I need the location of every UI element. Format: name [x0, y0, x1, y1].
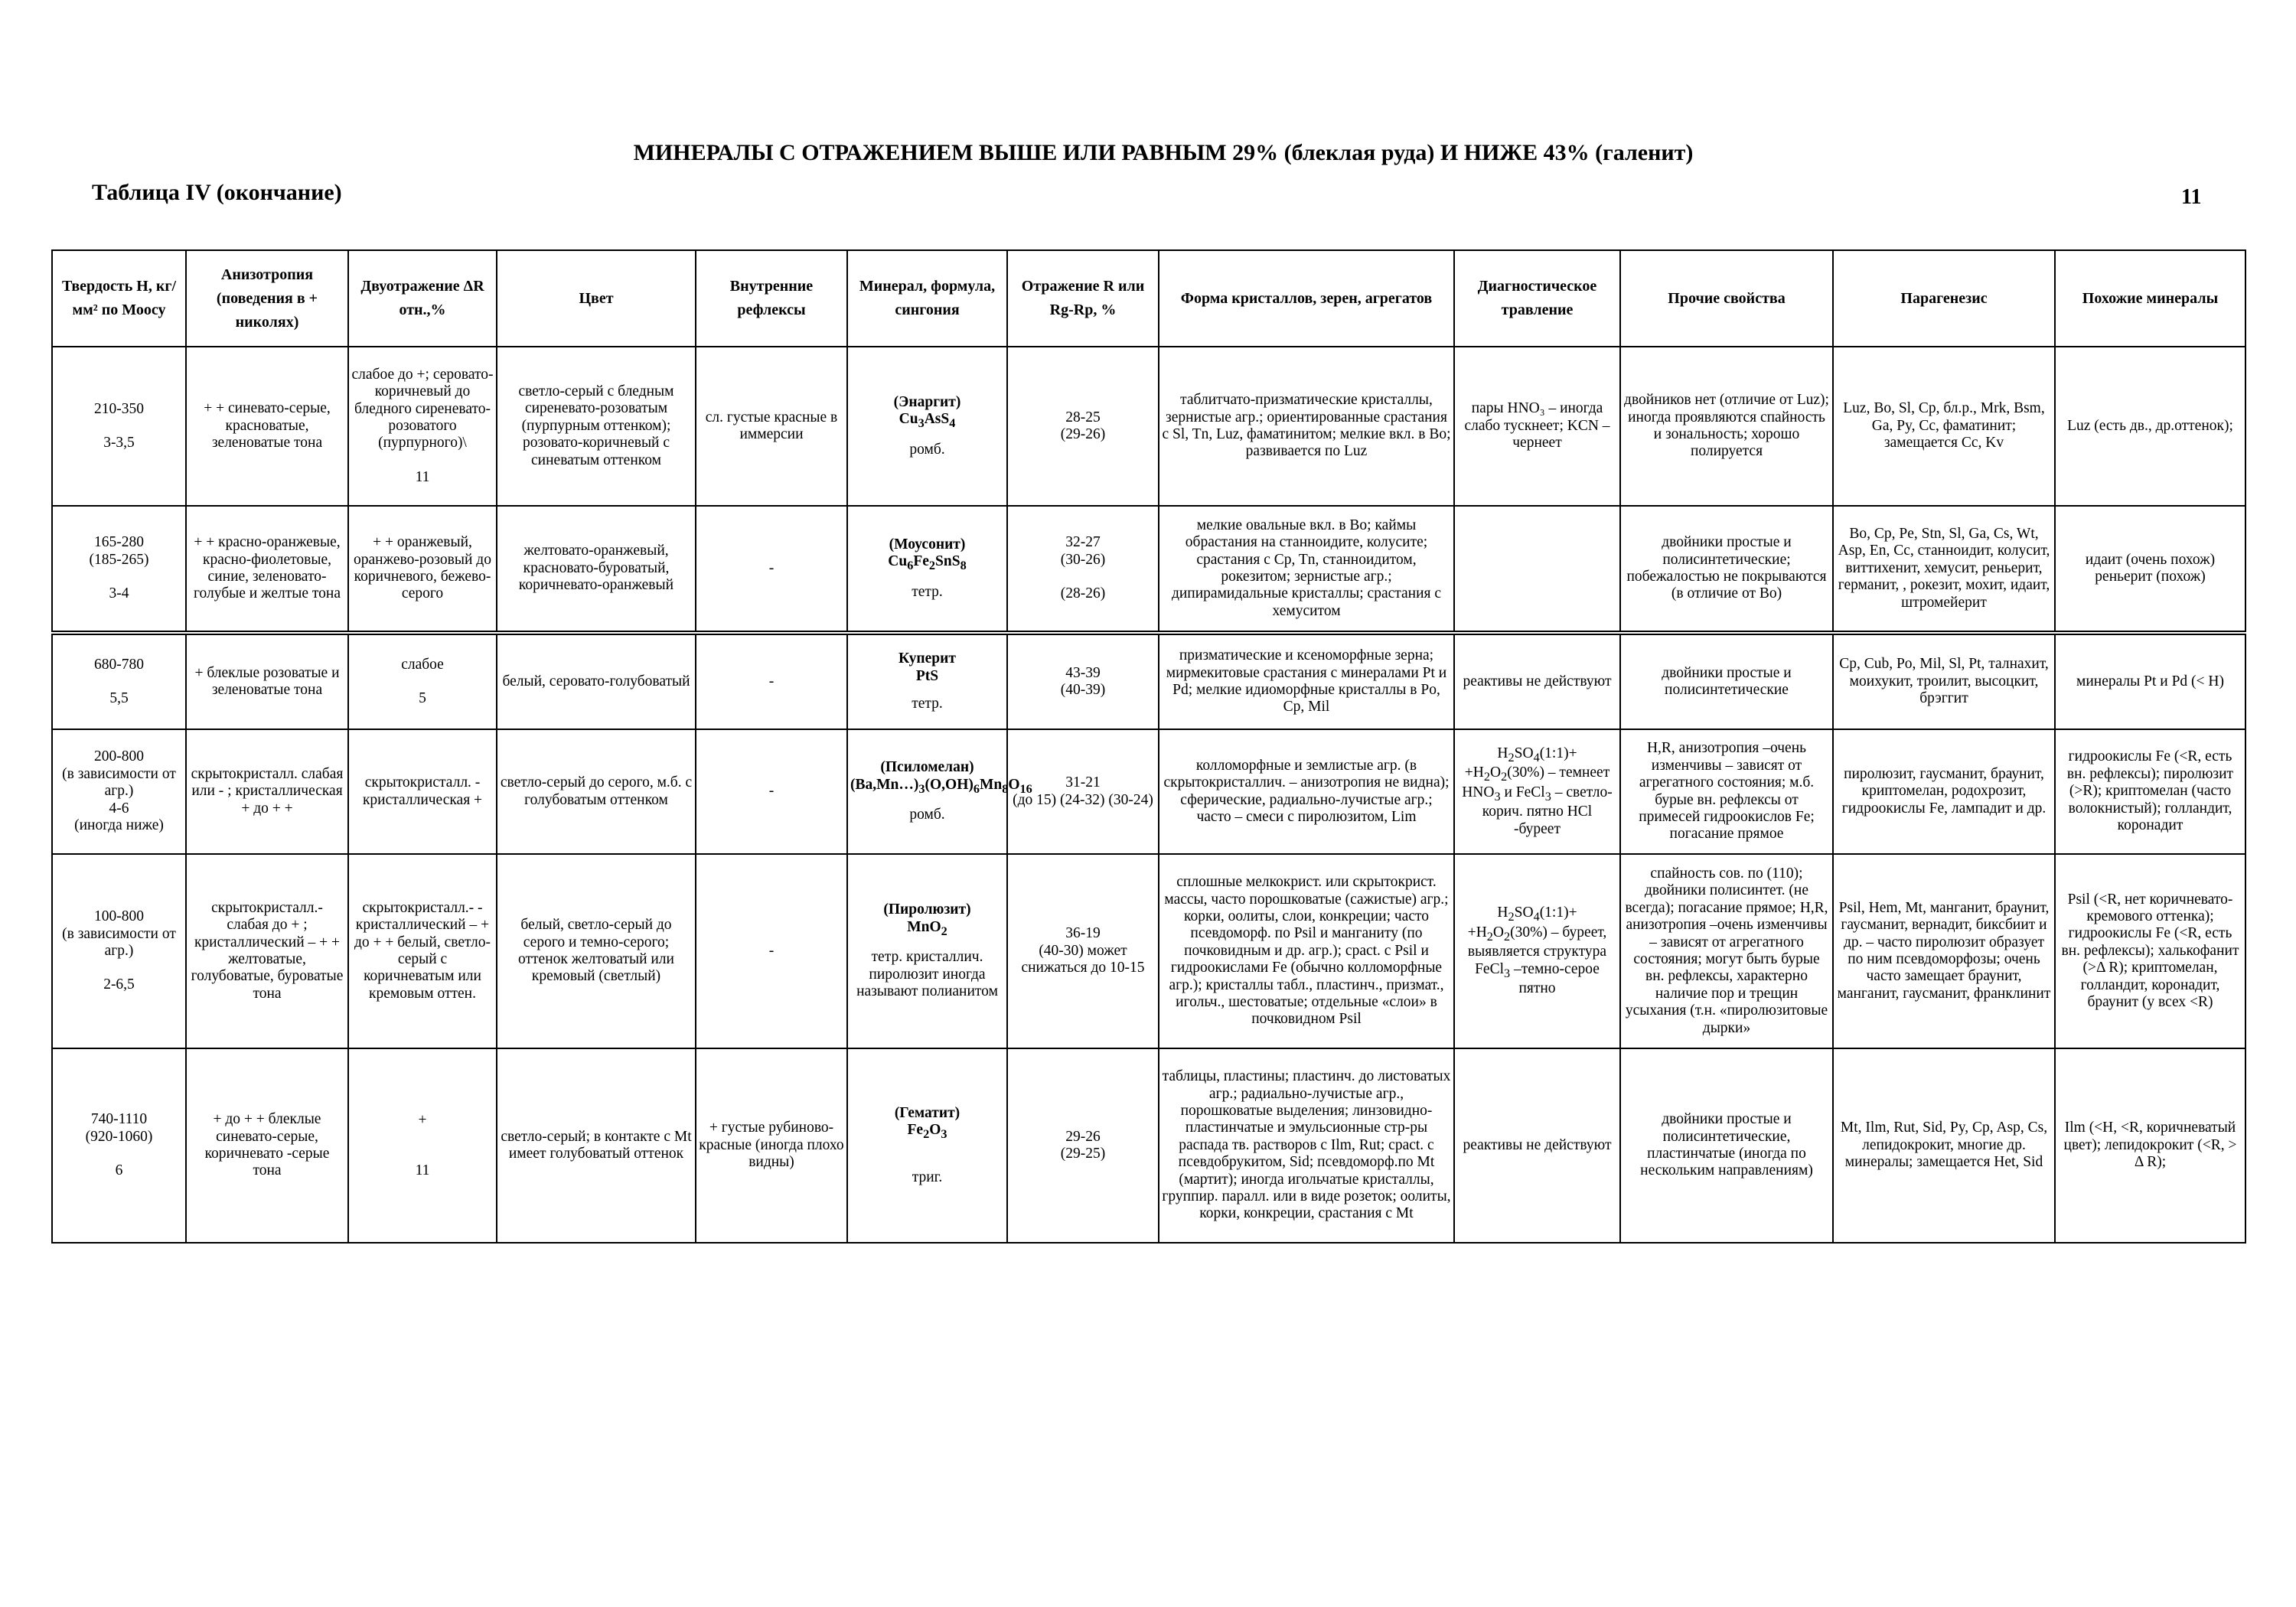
col-header-bireflectance: Двуотражение ΔR отн.,% [348, 250, 497, 347]
cell-similar-minerals: Luz (есть дв., др.оттенок); [2055, 347, 2245, 506]
cell-hardness: 740-1110 (920-1060) 6 [52, 1048, 186, 1243]
col-header-internal-reflections: Внутренние рефлексы [696, 250, 847, 347]
cell-color: белый, серовато-голубоватый [497, 633, 696, 729]
cell-other-properties: двойников нет (отличие от Luz); иногда проявляются спайность и зональность; хорошо полируется [1620, 347, 1833, 506]
cell-other-properties: двойники простые и полисинтетические, пластинчатые (иногда по нескольким направлениям) [1620, 1048, 1833, 1243]
cell-anisotropy: + блеклые розоватые и зеленоватые тона [186, 633, 348, 729]
cell-similar-minerals: Ilm (<H, <R, коричневатый цвет); лепидокрокит (<R, > Δ R); [2055, 1048, 2245, 1243]
table-row [52, 729, 2245, 854]
cell-reflectance: 31-21 (до 15) (24-32) (30-24) [1007, 729, 1159, 854]
cell-etching: реактивы не действуют [1454, 1048, 1620, 1243]
cell-mineral: (Моусонит) $Cu_6Fe_2SnS_8$ тетр. [847, 506, 1007, 633]
cell-etching: $H_2SO_4(1:1)+ +H_2O_2(30\%)$ – буреет, выявляется структура FeCl$_3$ –темно-серое пятно [1454, 854, 1620, 1048]
cell-color: светло-серый до серого, м.б. с голубоватым оттенком [497, 729, 696, 854]
cell-paragenesis: Mt, Ilm, Rut, Sid, Py, Cp, Asp, Cs, лепидокрокит, многие др. минералы; замещается Het, Sid [1833, 1048, 2055, 1243]
cell-mineral: Куперит PtS тетр. [847, 633, 1007, 729]
cell-mineral: (Гематит) $Fe_2O_3$ триг. [847, 1048, 1007, 1243]
table-row [52, 347, 2245, 506]
cell-reflectance: 43-39 (40-39) [1007, 633, 1159, 729]
cell-mineral: (Псиломелан) $(Ba,Mn\dots)_3(O,OH)_6Mn_8O_{16}$ ромб. [847, 729, 1007, 854]
cell-etching: $H_2SO_4(1:1)+ +H_2O_2(30\%)$ – темнеет $HNO_3$ и FeCl$_3$ – светло-корич. пятно HCl -буреет [1454, 729, 1620, 854]
cell-paragenesis: пиролюзит, гаусманит, браунит, криптомелан, родохрозит, гидроокислы Fe, лампадит и др. [1833, 729, 2055, 854]
cell-etching: реактивы не действуют [1454, 633, 1620, 729]
cell-internal-reflections: - [696, 854, 847, 1048]
cell-reflectance: 28-25 (29-26) [1007, 347, 1159, 506]
cell-paragenesis: Cp, Cub, Po, Mil, Sl, Pt, талнахит, моихукит, троилит, высоцкит, брэггит [1833, 633, 2055, 729]
cell-paragenesis: Luz, Bo, Sl, Cp, бл.р., Mrk, Bsm, Ga, Py, Cc, фаматинит; замещается Cc, Kv [1833, 347, 2055, 506]
cell-crystal-form: сплошные мелкокрист. или скрытокрист. массы, часто порошковатые (сажистые) агр.; корки, оолиты, слои, конкреции; часто псевдоморф. по Psil и манганиту (по почковидным и др. агр.); срасt. с Psil и гидроокислами Fe (обычно колломорфные агр.); кристаллы табл., пластинч., призмат., игольч., шестоватые; отдельные «слои» в почковидном Psil [1159, 854, 1454, 1048]
cell-similar-minerals: идаит (очень похож) реньерит (похож) [2055, 506, 2245, 633]
col-header-crystal-form: Форма кристаллов, зерен, агрегатов [1159, 250, 1454, 347]
cell-crystal-form: таблицы, пластины; пластинч. до листоватых агр.; радиально-лучистые агр., порошковатые выделения; линзовидно-пластинчатые и эмульсионные стр-ры распада тв. растворов с Ilm, Rut; срасt. с псевдобрукитом, Sid; псевдоморф.по Mt (мартит); иногда игольчатые кристаллы, группир. паралл. или в виде розеток; оолиты, корки, конкреции, срастания с Mt [1159, 1048, 1454, 1243]
cell-anisotropy: скрытокристалл.- слабая до + ; кристаллический – + + желтоватые, голубоватые, буроватые тона [186, 854, 348, 1048]
cell-mineral: (Энаргит) $Cu_3AsS_4$ ромб. [847, 347, 1007, 506]
col-header-other-properties: Прочие свойства [1620, 250, 1833, 347]
col-header-reflectance: Отражение R или Rg-Rp, % [1007, 250, 1159, 347]
col-header-hardness: Твердость Н, кг/мм² по Моосу [52, 250, 186, 347]
cell-anisotropy: скрытокристалл. слабая или - ; кристаллическая + до + + [186, 729, 348, 854]
cell-reflectance: 36-19 (40-30) может снижаться до 10-15 [1007, 854, 1159, 1048]
cell-paragenesis: Bo, Cp, Pe, Stn, Sl, Ga, Cs, Wt, Asp, En, Cc, станноидит, колусит, виттихенит, хемусит, реньерит, германит, , рокезит, мохит, идаит, штромейерит [1833, 506, 2055, 633]
cell-internal-reflections: сл. густые красные в иммерсии [696, 347, 847, 506]
cell-paragenesis: Psil, Hem, Mt, манганит, браунит, гаусманит, вернадит, биксбиит и др. – часто пиролюзит образует по ним псевдоморфозы; очень часто замещает браунит, манганит, гаусманит, франклинит [1833, 854, 2055, 1048]
table-row [52, 854, 2245, 1048]
col-header-etching: Диагностическое травление [1454, 250, 1620, 347]
cell-etching [1454, 506, 1620, 633]
cell-color: желтовато-оранжевый, красновато-буроватый, коричневато-оранжевый [497, 506, 696, 633]
cell-bireflectance: + + оранжевый, оранжево-розовый до коричневого, бежево-серого [348, 506, 497, 633]
cell-bireflectance: скрытокристалл.- - кристаллический – + до + + белый, светло-серый с коричневатым или кремовым оттен. [348, 854, 497, 1048]
cell-other-properties: спайность сов. по (110); двойники полисинтет. (не всегда); погасание прямое; H,R, анизотропия –очень изменчивы – зависят от агрегатного состояния; могут быть бурые вн. рефлексы, характерно наличие пор и трещин усыхания (т.н. «пиролюзитовые дырки» [1620, 854, 1833, 1048]
cell-bireflectance: слабое до +; серовато-коричневый до бледного сиреневато-розоватого (пурпурного)\ 11 [348, 347, 497, 506]
cell-reflectance: 29-26 (29-25) [1007, 1048, 1159, 1243]
cell-bireflectance: скрытокристалл. - кристаллическая + [348, 729, 497, 854]
header-row [52, 250, 2245, 347]
mineral-formula: $Fe_2O_3$ [907, 1122, 947, 1142]
minerals-table [51, 249, 2246, 1244]
table-row [52, 633, 2245, 729]
cell-hardness: 165-280 (185-265) 3-4 [52, 506, 186, 633]
page-number: 11 [2181, 185, 2202, 209]
cell-anisotropy: + + синевато-серые, красноватые, зеленоватые тона [186, 347, 348, 506]
cell-hardness: 200-800 (в зависимости от агр.) 4-6 (иногда ниже) [52, 729, 186, 854]
cell-internal-reflections: - [696, 633, 847, 729]
table-subtitle: Таблица IV (окончание) [92, 180, 342, 205]
cell-other-properties: двойники простые и полисинтетические; побежалостью не покрываются (в отличие от Bo) [1620, 506, 1833, 633]
col-header-paragenesis: Парагенезис [1833, 250, 2055, 347]
cell-internal-reflections: - [696, 506, 847, 633]
col-header-similar-minerals: Похожие минералы [2055, 250, 2245, 347]
cell-color: светло-серый; в контакте с Mt имеет голубоватый оттенок [497, 1048, 696, 1243]
cell-bireflectance: + 11 [348, 1048, 497, 1243]
cell-similar-minerals: минералы Pt и Pd (< H) [2055, 633, 2245, 729]
col-header-color: Цвет [497, 250, 696, 347]
cell-other-properties: H,R, анизотропия –очень изменчивы – зависят от агрегатного состояния; м.б. бурые вн. рефлексы от примесей гидроокислов Fe; погасание прямое [1620, 729, 1833, 854]
cell-hardness: 210-350 3-3,5 [52, 347, 186, 506]
cell-anisotropy: + + красно-оранжевые, красно-фиолетовые, синие, зеленовато-голубые и желтые тона [186, 506, 348, 633]
cell-similar-minerals: гидроокислы Fe (<R, есть вн. рефлексы); пиролюзит (>R); криптомелан (часто волокнистый); голландит, коронадит [2055, 729, 2245, 854]
cell-internal-reflections: - [696, 729, 847, 854]
cell-reflectance: 32-27 (30-26) (28-26) [1007, 506, 1159, 633]
col-header-anisotropy: Анизотропия (поведения в + николях) [186, 250, 348, 347]
mineral-formula: $(Ba,Mn\dots)_3(O,OH)_6Mn_8O_{16}$ [850, 776, 1032, 796]
mineral-formula: $Cu_3AsS_4$ [899, 411, 956, 431]
cell-color: светло-серый с бледным сиреневато-розоватым (пурпурным оттенком); розовато-коричневый с синеватым оттенком [497, 347, 696, 506]
page-title: МИНЕРАЛЫ С ОТРАЖЕНИЕМ ВЫШЕ ИЛИ РАВНЫМ 29% (блеклая руда) И НИЖЕ 43% (галенит) [633, 140, 1694, 165]
cell-etching: пары HNO₃ – иногда слабо тускнеет; KCN – чернеет [1454, 347, 1620, 506]
cell-bireflectance: слабое 5 [348, 633, 497, 729]
col-header-mineral: Минерал, формула, сингония [847, 250, 1007, 347]
mineral-formula: $Cu_6Fe_2SnS_8$ [888, 553, 967, 573]
table-row [52, 506, 2245, 633]
cell-crystal-form: мелкие овальные вкл. в Bo; каймы обрастания на станноидите, колусите; срастания с Cp, Tn, станноидитом, рокезитом; зернистые агр.; дипирамидальные кристаллы; срастания с хемуситом [1159, 506, 1454, 633]
cell-internal-reflections: + густые рубиново-красные (иногда плохо видны) [696, 1048, 847, 1243]
cell-anisotropy: + до + + блеклые синевато-серые, коричневато -серые тона [186, 1048, 348, 1243]
cell-hardness: 100-800 (в зависимости от агр.) 2-6,5 [52, 854, 186, 1048]
cell-similar-minerals: Psil (<R, нет коричневато-кремового оттенка); гидроокислы Fe (<R, есть вн. рефлексы); халькофанит (>Δ R); криптомелан, голландит, коронадит, браунит (у всех <R) [2055, 854, 2245, 1048]
mineral-formula: PtS [915, 667, 939, 684]
cell-crystal-form: таблитчато-призматические кристаллы, зернистые агр.; ориентированные срастания с Sl, Tn, Luz, фаматинитом; мелкие вкл. в Bo; развивается по Luz [1159, 347, 1454, 506]
cell-crystal-form: колломорфные и землистые агр. (в скрытокристаллич. – анизотропия не видна); сферические, радиально-лучистые агр.; часто – смеси с пиролюзитом, Lim [1159, 729, 1454, 854]
mineral-formula: MnO$_2$ [907, 918, 947, 938]
cell-color: белый, светло-серый до серого и темно-серого; оттенок желтоватый или кремовый (светлый) [497, 854, 696, 1048]
cell-crystal-form: призматические и ксеноморфные зерна; мирмекитовые срастания с минералами Pt и Pd; мелкие идиоморфные кристаллы в Po, Cp, Mil [1159, 633, 1454, 729]
cell-hardness: 680-780 5,5 [52, 633, 186, 729]
cell-mineral: (Пиролюзит) MnO$_2$ тетр. кристаллич. пиролюзит иногда называют полианитом [847, 854, 1007, 1048]
cell-other-properties: двойники простые и полисинтетические [1620, 633, 1833, 729]
table-row [52, 1048, 2245, 1243]
